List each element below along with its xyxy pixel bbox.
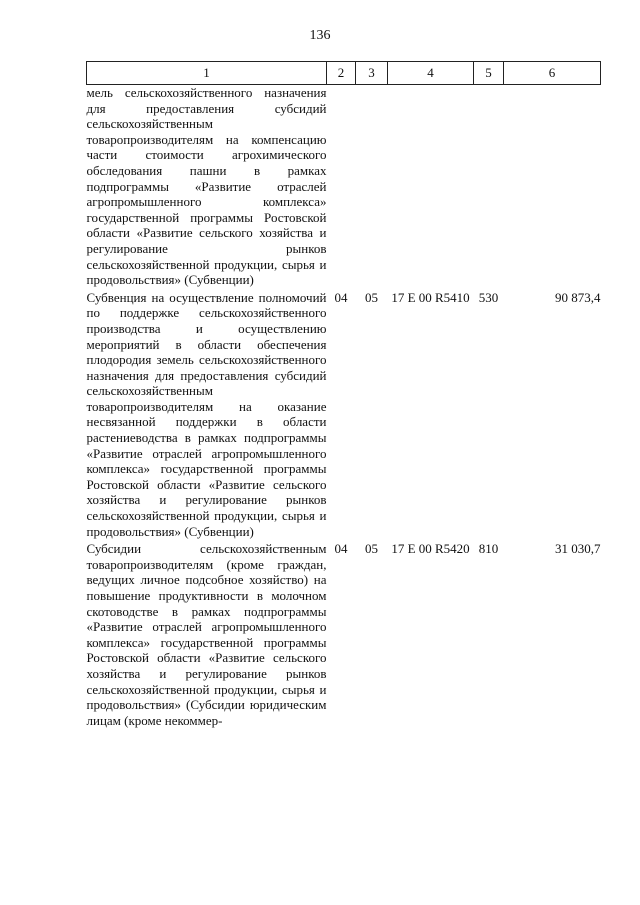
row-subsection: [356, 85, 388, 288]
row-section: 04: [334, 289, 348, 305]
budget-table: [86, 61, 601, 728]
row-subsection: 05: [365, 541, 378, 557]
column-header-2: 2: [327, 62, 356, 85]
row-expense-type: 810: [478, 541, 499, 557]
column-header-4: 4: [388, 62, 474, 85]
row-description: мель сельскохозяйственного назначения для предоставления субсидий сельскохозяйственным товаропроизводителям на компенсацию части стоимости агрохимического обследования пашни в рамках подпрограммы «Развитие отраслей агропромышленного комплекса» государственной программы Ростовской области «Развитие сельского хозяйства и регулирование рынков сельскохозяйственной продукции, сырья и продовольствия» (Субвенции): [86, 85, 327, 288]
column-header-1: 1: [87, 62, 327, 85]
row-expense-type: 530: [478, 289, 499, 305]
table-row: [87, 85, 601, 288]
row-target-code: 17 Е 00 R5420: [391, 541, 470, 557]
row-amount: [504, 85, 601, 288]
row-amount: 31 030,7: [555, 541, 601, 557]
row-target-code: [388, 85, 474, 288]
row-target-code: 17 Е 00 R5410: [391, 289, 470, 305]
header-row: [87, 62, 601, 85]
table-row: [87, 288, 601, 540]
column-header-5: 5: [474, 62, 504, 85]
row-description: Субсидии сельскохозяйственным товаропроизводителям (кроме граждан, ведущих личное подсобное хозяйство) на повышение продуктивности в молочном скотоводстве в рамках подпрограммы «Развитие отраслей агропромышленного комплекса» государственной программы Ростовской области «Развитие сельского хозяйства и регулирование рынков сельскохозяйственной продукции, сырья и продовольствия» (Субсидии юридическим лицам (кроме некоммер-: [86, 541, 327, 728]
row-section: [327, 85, 356, 288]
row-subsection: 05: [365, 289, 378, 305]
row-description: Субвенция на осуществление полномочий по поддержке сельскохозяйственного производства и осуществлению мероприятий в области обеспечения плодородия земель сельскохозяйственного назначения для предоставления субсидий сельскохозяйственным товаропроизводителям на оказание несвязанной поддержки в области растениеводства в рамках подпрограммы «Развитие отраслей агропромышленного комплекса» государственной программы Ростовской области «Развитие сельского хозяйства и регулирование рынков сельскохозяйственной продукции, сырья и продовольствия» (Субвенции): [86, 289, 327, 539]
row-expense-type: [474, 85, 504, 288]
page-number: 136: [309, 28, 331, 43]
row-section: 04: [334, 541, 348, 557]
row-amount: 90 873,4: [555, 289, 601, 305]
table-row: [87, 539, 601, 728]
column-header-3: 3: [356, 62, 388, 85]
column-header-6: 6: [504, 62, 601, 85]
